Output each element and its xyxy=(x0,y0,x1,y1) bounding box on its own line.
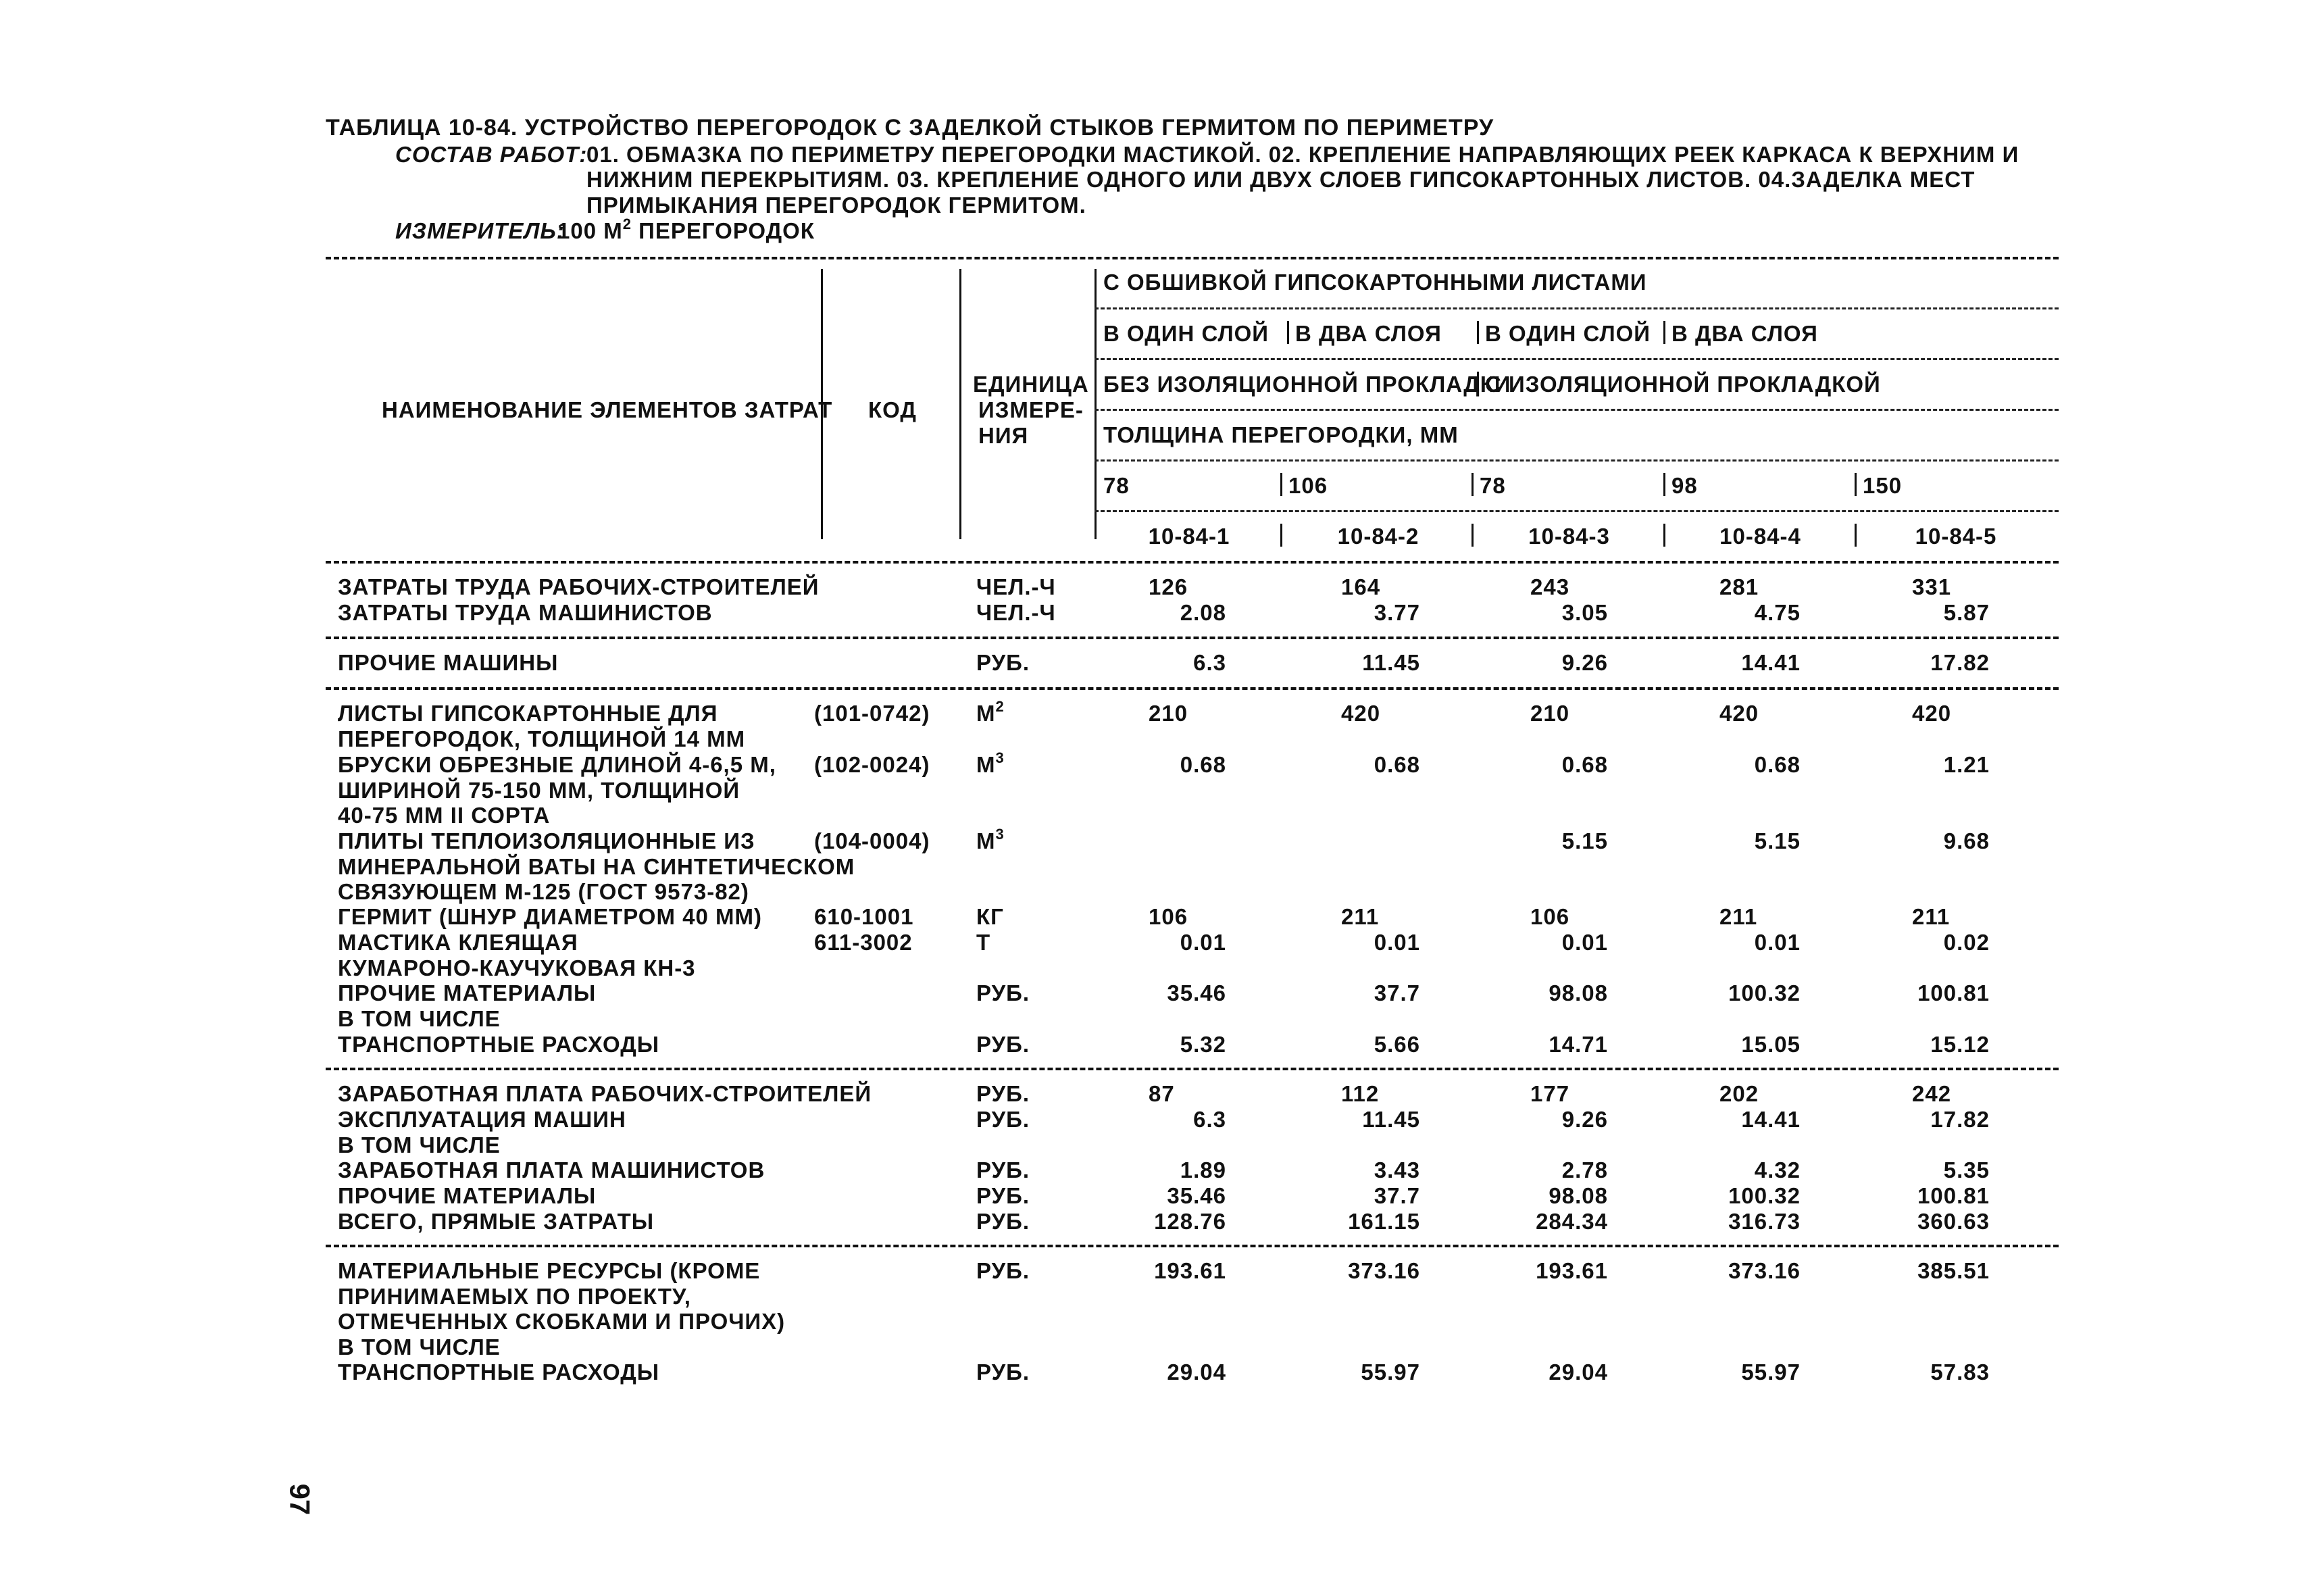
header-rule xyxy=(1095,510,2059,512)
cell-value: 281 xyxy=(1719,574,1759,599)
cell-value: 55.97 xyxy=(1361,1360,1420,1385)
cell-value: 0.01 xyxy=(1180,930,1226,955)
cell-value: 242 xyxy=(1912,1081,1952,1106)
row-name: ТРАНСПОРТНЫЕ РАСХОДЫ xyxy=(338,1360,660,1385)
column-code: 10-84-2 xyxy=(1337,524,1419,549)
cell-value: 9.26 xyxy=(1561,1107,1608,1132)
row-unit: РУБ. xyxy=(976,1107,1030,1132)
column-code: 10-84-5 xyxy=(1915,524,1997,549)
row-name: ВСЕГО, ПРЯМЫЕ ЗАТРАТЫ xyxy=(338,1209,655,1234)
cell-value: 202 xyxy=(1719,1081,1759,1106)
cell-value: 126 xyxy=(1149,574,1188,599)
cell-value: 100.81 xyxy=(1917,980,1990,1005)
cell-value: 2.08 xyxy=(1180,600,1226,625)
header-rule xyxy=(1095,358,2059,360)
cell-value: 5.15 xyxy=(1561,828,1608,853)
header-layer: В ОДИН СЛОЙ xyxy=(1485,321,1651,346)
row-unit: $М^2$ xyxy=(976,698,1005,726)
row-unit: РУБ. xyxy=(976,980,1030,1005)
header-code-col: КОД xyxy=(868,397,917,422)
column-code: 10-84-4 xyxy=(1719,524,1801,549)
cell-value: 29.04 xyxy=(1167,1360,1226,1385)
work-line: 01. ОБМАЗКА ПО ПЕРИМЕТРУ ПЕРЕГОРОДКИ МАСТИКОЙ. 02. КРЕПЛЕНИЕ НАПРАВЛЯЮЩИХ РЕЕК КАРКАСА К ВЕРХНИМ И xyxy=(586,142,2019,167)
header-sep xyxy=(1855,473,1857,496)
cell-value: 420 xyxy=(1341,701,1381,726)
cell-value: 98.08 xyxy=(1549,1183,1608,1208)
row-name: ПРИНИМАЕМЫХ ПО ПРОЕКТУ, xyxy=(338,1283,691,1309)
row-name: ЛИСТЫ ГИПСОКАРТОННЫЕ ДЛЯ xyxy=(338,701,718,726)
cell-value: 106 xyxy=(1530,904,1570,929)
header-sep xyxy=(1663,473,1665,496)
cell-value: 4.32 xyxy=(1754,1157,1801,1182)
header-sep xyxy=(1280,473,1282,496)
row-name: ПЛИТЫ ТЕПЛОИЗОЛЯЦИОННЫЕ ИЗ xyxy=(338,828,755,853)
row-name: БРУСКИ ОБРЕЗНЫЕ ДЛИНОЙ 4-6,5 М, xyxy=(338,752,776,777)
row-name: ПРОЧИЕ МАТЕРИАЛЫ xyxy=(338,1183,597,1208)
row-unit: РУБ. xyxy=(976,1209,1030,1234)
cell-value: 331 xyxy=(1912,574,1952,599)
row-unit: $М^3$ xyxy=(976,826,1005,853)
row-name: В ТОМ ЧИСЛЕ xyxy=(338,1005,501,1031)
row-name: МАТЕРИАЛЬНЫЕ РЕСУРСЫ (КРОМЕ xyxy=(338,1258,761,1283)
row-unit: РУБ. xyxy=(976,650,1030,675)
work-line: ПРИМЫКАНИЯ ПЕРЕГОРОДОК ГЕРМИТОМ. xyxy=(586,193,1086,218)
header-rule xyxy=(1095,307,2059,309)
cell-value: 11.45 xyxy=(1362,650,1420,675)
thickness-value: 78 xyxy=(1103,473,1130,498)
cell-value: 4.75 xyxy=(1754,600,1801,625)
header-rule xyxy=(1095,409,2059,411)
cell-value: 0.02 xyxy=(1943,930,1990,955)
cell-value: 87 xyxy=(1149,1081,1175,1106)
cell-value: 106 xyxy=(1149,904,1188,929)
cell-value: 420 xyxy=(1912,701,1952,726)
thickness-value: 150 xyxy=(1863,473,1903,498)
cell-value: 6.3 xyxy=(1193,1107,1226,1132)
header-group: С ОБШИВКОЙ ГИПСОКАРТОННЫМИ ЛИСТАМИ xyxy=(1103,270,1647,295)
row-name: МАСТИКА КЛЕЯЩАЯ xyxy=(338,930,578,955)
header-unit-col: НИЯ xyxy=(978,423,1029,448)
row-name: ЗАТРАТЫ ТРУДА МАШИНИСТОВ xyxy=(338,600,713,625)
section-rule xyxy=(326,1068,2059,1070)
row-code: (102-0024) xyxy=(814,752,930,777)
header-sep xyxy=(1855,524,1857,547)
cell-value: 112 xyxy=(1341,1081,1380,1106)
cell-value: 11.45 xyxy=(1362,1107,1420,1132)
row-name: В ТОМ ЧИСЛЕ xyxy=(338,1132,501,1157)
cell-value: 211 xyxy=(1912,904,1951,929)
column-divider xyxy=(959,269,961,539)
cell-value: 211 xyxy=(1341,904,1380,929)
cell-value: 0.01 xyxy=(1754,930,1801,955)
cell-value: 211 xyxy=(1719,904,1758,929)
header-bottom-rule xyxy=(326,561,2059,564)
header-layer: В ОДИН СЛОЙ xyxy=(1103,321,1269,346)
cell-value: 210 xyxy=(1149,701,1188,726)
row-unit: РУБ. xyxy=(976,1258,1030,1283)
cell-value: 0.01 xyxy=(1561,930,1608,955)
section-rule xyxy=(326,637,2059,639)
row-name: ЗАРАБОТНАЯ ПЛАТА МАШИНИСТОВ xyxy=(338,1157,765,1182)
row-unit: РУБ. xyxy=(976,1183,1030,1208)
cell-value: 1.89 xyxy=(1180,1157,1226,1182)
header-sep xyxy=(1472,473,1474,496)
cell-value: 373.16 xyxy=(1348,1258,1420,1283)
header-sep xyxy=(1663,321,1665,344)
row-name: ЗАРАБОТНАЯ ПЛАТА РАБОЧИХ-СТРОИТЕЛЕЙ xyxy=(338,1081,872,1106)
cell-value: 1.21 xyxy=(1943,752,1990,777)
cell-value: 161.15 xyxy=(1348,1209,1420,1234)
column-code: 10-84-1 xyxy=(1148,524,1230,549)
cell-value: 0.01 xyxy=(1374,930,1420,955)
header-sep xyxy=(1287,321,1289,344)
cell-value: 5.15 xyxy=(1754,828,1801,853)
cell-value: 177 xyxy=(1530,1081,1570,1106)
cell-value: 100.32 xyxy=(1728,980,1801,1005)
row-unit: $М^3$ xyxy=(976,749,1005,777)
table-top-rule xyxy=(326,257,2059,259)
cell-value: 316.73 xyxy=(1728,1209,1801,1234)
row-code: 611-3002 xyxy=(814,930,913,955)
row-name: ЗАТРАТЫ ТРУДА РАБОЧИХ-СТРОИТЕЛЕЙ xyxy=(338,574,820,599)
cell-value: 5.66 xyxy=(1374,1032,1420,1057)
thickness-value: 98 xyxy=(1671,473,1698,498)
cell-value: 5.87 xyxy=(1943,600,1990,625)
cell-value: 243 xyxy=(1530,574,1570,599)
row-name: ГЕРМИТ (ШНУР ДИАМЕТРОМ 40 ММ) xyxy=(338,904,762,929)
header-sep xyxy=(1477,321,1479,344)
header-thickness: ТОЛЩИНА ПЕРЕГОРОДКИ, ММ xyxy=(1103,422,1459,447)
cell-value: 35.46 xyxy=(1167,980,1226,1005)
row-unit: Т xyxy=(976,930,991,955)
row-unit: КГ xyxy=(976,904,1004,929)
row-name: СВЯЗУЮЩЕМ М-125 (ГОСТ 9573-82) xyxy=(338,879,749,904)
cell-value: 14.41 xyxy=(1741,650,1801,675)
cell-value: 14.71 xyxy=(1549,1032,1608,1057)
cell-value: 15.05 xyxy=(1741,1032,1801,1057)
measure-label: ИЗМЕРИТЕЛЬ: xyxy=(395,218,565,243)
row-name: КУМАРОНО-КАУЧУКОВАЯ КН-3 xyxy=(338,955,696,980)
row-unit: ЧЕЛ.-Ч xyxy=(976,600,1056,625)
row-name: МИНЕРАЛЬНОЙ ВАТЫ НА СИНТЕТИЧЕСКОМ xyxy=(338,853,855,879)
cell-value: 6.3 xyxy=(1193,650,1226,675)
row-name: ОТМЕЧЕННЫХ СКОБКАМИ И ПРОЧИХ) xyxy=(338,1309,786,1334)
header-insulation: С ИЗОЛЯЦИОННОЙ ПРОКЛАДКОЙ xyxy=(1485,372,1881,397)
thickness-value: 78 xyxy=(1480,473,1506,498)
cell-value: 5.32 xyxy=(1180,1032,1226,1057)
cell-value: 100.81 xyxy=(1917,1183,1990,1208)
cell-value: 55.97 xyxy=(1741,1360,1801,1385)
cell-value: 17.82 xyxy=(1930,650,1990,675)
row-code: 610-1001 xyxy=(814,904,914,929)
row-code: (101-0742) xyxy=(814,701,930,726)
header-name-col: НАИМЕНОВАНИЕ ЭЛЕМЕНТОВ ЗАТРАТ xyxy=(382,397,833,422)
cell-value: 420 xyxy=(1719,701,1759,726)
row-unit: РУБ. xyxy=(976,1157,1030,1182)
header-sep xyxy=(1280,524,1282,547)
row-name: 40-75 ММ II СОРТА xyxy=(338,803,551,828)
cell-value: 193.61 xyxy=(1536,1258,1608,1283)
section-rule xyxy=(326,1245,2059,1247)
cell-value: 3.77 xyxy=(1374,600,1420,625)
row-name: ТРАНСПОРТНЫЕ РАСХОДЫ xyxy=(338,1032,660,1057)
cell-value: 360.63 xyxy=(1917,1209,1990,1234)
header-insulation: БЕЗ ИЗОЛЯЦИОННОЙ ПРОКЛАДКИ xyxy=(1103,372,1511,397)
header-sep xyxy=(1663,524,1665,547)
cell-value: 284.34 xyxy=(1536,1209,1608,1234)
header-layer: В ДВА СЛОЯ xyxy=(1295,321,1442,346)
header-unit-col: ЕДИНИЦА xyxy=(973,372,1089,397)
cell-value: 385.51 xyxy=(1917,1258,1990,1283)
row-unit: РУБ. xyxy=(976,1081,1030,1106)
cell-value: 17.82 xyxy=(1930,1107,1990,1132)
cell-value: 373.16 xyxy=(1728,1258,1801,1283)
cell-value: 210 xyxy=(1530,701,1570,726)
cell-value: 128.76 xyxy=(1154,1209,1226,1234)
row-unit: ЧЕЛ.-Ч xyxy=(976,574,1056,599)
row-name: ПРОЧИЕ МАШИНЫ xyxy=(338,650,559,675)
cell-value: 98.08 xyxy=(1549,980,1608,1005)
section-rule xyxy=(326,687,2059,690)
header-sep xyxy=(1472,524,1474,547)
cell-value: 14.41 xyxy=(1741,1107,1801,1132)
cell-value: 3.05 xyxy=(1561,600,1608,625)
table-title: ТАБЛИЦА 10-84. УСТРОЙСТВО ПЕРЕГОРОДОК С ЗАДЕЛКОЙ СТЫКОВ ГЕРМИТОМ ПО ПЕРИМЕТРУ xyxy=(326,115,1494,141)
cell-value: 15.12 xyxy=(1930,1032,1990,1057)
cell-value: 57.83 xyxy=(1930,1360,1990,1385)
thickness-value: 106 xyxy=(1288,473,1328,498)
cell-value: 9.26 xyxy=(1561,650,1608,675)
cell-value: 0.68 xyxy=(1180,752,1226,777)
cell-value: 0.68 xyxy=(1561,752,1608,777)
row-name: ПРОЧИЕ МАТЕРИАЛЫ xyxy=(338,980,597,1005)
header-sep xyxy=(1477,372,1479,395)
work-line: НИЖНИМ ПЕРЕКРЫТИЯМ. 03. КРЕПЛЕНИЕ ОДНОГО ИЛИ ДВУХ СЛОЕВ ГИПСОКАРТОННЫХ ЛИСТОВ. 04.ЗАДЕЛКА МЕСТ xyxy=(586,167,1976,192)
column-code: 10-84-3 xyxy=(1528,524,1610,549)
cell-value: 29.04 xyxy=(1549,1360,1608,1385)
cell-value: 35.46 xyxy=(1167,1183,1226,1208)
cell-value: 9.68 xyxy=(1943,828,1990,853)
header-rule xyxy=(1095,459,2059,462)
column-divider xyxy=(1095,269,1097,539)
cell-value: 0.68 xyxy=(1754,752,1801,777)
row-code: (104-0004) xyxy=(814,828,930,853)
cell-value: 3.43 xyxy=(1374,1157,1420,1182)
cell-value: 193.61 xyxy=(1154,1258,1226,1283)
cell-value: 37.7 xyxy=(1374,980,1420,1005)
row-name: ЭКСПЛУАТАЦИЯ МАШИН xyxy=(338,1107,626,1132)
cell-value: 0.68 xyxy=(1374,752,1420,777)
header-layer: В ДВА СЛОЯ xyxy=(1671,321,1818,346)
cell-value: 37.7 xyxy=(1374,1183,1420,1208)
header-unit-col: ИЗМЕРЕ- xyxy=(978,397,1084,422)
row-name: В ТОМ ЧИСЛЕ xyxy=(338,1334,501,1360)
cell-value: 2.78 xyxy=(1561,1157,1608,1182)
row-name: ПЕРЕГОРОДОК, ТОЛЩИНОЙ 14 ММ xyxy=(338,726,746,751)
cell-value: 164 xyxy=(1341,574,1381,599)
page-number: 97 xyxy=(284,1483,316,1516)
cell-value: 100.32 xyxy=(1728,1183,1801,1208)
measure-value: 100 $М^2$ ПЕРЕГОРОДОК xyxy=(557,216,815,243)
work-label: СОСТАВ РАБОТ: xyxy=(395,142,588,167)
row-unit: РУБ. xyxy=(976,1360,1030,1385)
cell-value: 5.35 xyxy=(1943,1157,1990,1182)
row-unit: РУБ. xyxy=(976,1032,1030,1057)
row-name: ШИРИНОЙ 75-150 ММ, ТОЛЩИНОЙ xyxy=(338,777,740,803)
